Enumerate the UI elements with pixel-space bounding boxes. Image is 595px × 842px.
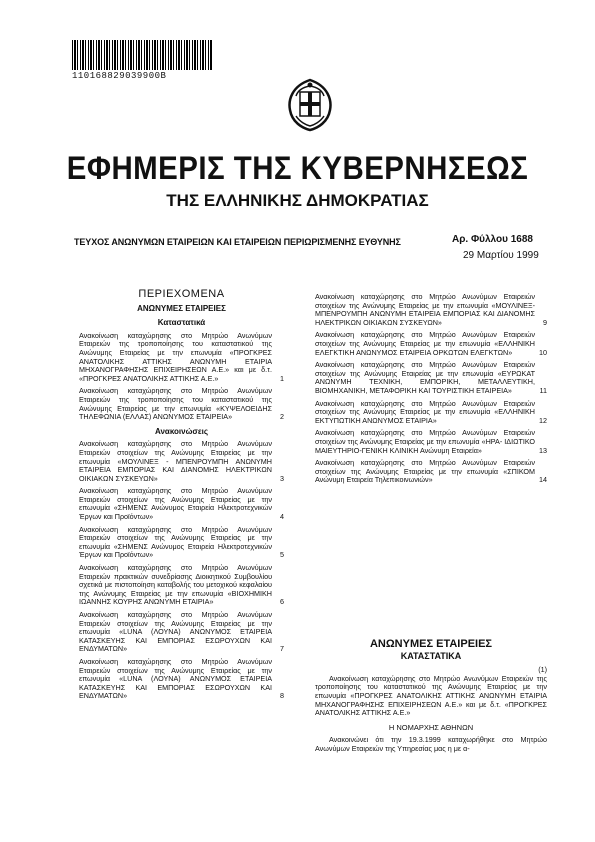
barcode — [72, 40, 212, 70]
toc-page: 9 — [543, 317, 547, 327]
body-text: Ανακοινώνει ότι την 19.3.1999 καταχωρήθηκε στο Μητρώο Ανωνύμων Εταιρειών της Υπηρεσίας μας η με α- — [315, 735, 547, 753]
toc-entry-text: Ανακοίνωση καταχώρησης στο Μητρώο Ανωνύμων Εταιρειών στοιχείων της Ανώνυμης Εταιρείας με την επωνυμία «LUNA (ΛΟΥΝΑ) ΑΝΩΝΥΜΟΣ ΕΤΑΙΡΕΙΑ ΚΑΤΑΣΚΕΥΗΣ ΚΑΙ ΕΜΠΟΡΙΑΣ ΕΣΩΡΟΥΧΩΝ ΚΑΙ ΕΝΔΥΜΑΤΩΝ» — [79, 610, 272, 654]
toc-entry[interactable] — [315, 361, 547, 395]
toc-entry-text: Ανακοίνωση καταχώρησης στο Μητρώο Ανωνύμων Εταιρειών στοιχείων της Ανώνυμης Εταιρείας με την επωνυμία «ΣΗΜΕΝΣ Ανώνυμος Εταιρεία Ηλεκτροτεχνικών Έργων και Προϊόντων» — [79, 486, 272, 522]
sheet-number: Αρ. Φύλλου 1688 — [452, 234, 533, 245]
issue-date: 29 Μαρτίου 1999 — [463, 250, 539, 261]
toc-page: 8 — [280, 691, 284, 701]
toc-entry[interactable] — [315, 459, 547, 485]
gazette-subtitle: ΤΗΣ ΕΛΛΗΝΙΚΗΣ ΔΗΜΟΚΡΑΤΙΑΣ — [166, 191, 429, 210]
contents-left-column — [79, 290, 284, 705]
gazette-title: ΕΦΗΜΕΡΙΣ ΤΗΣ ΚΥΒΕΡΝΗΣΕΩΣ — [66, 150, 529, 186]
toc-entry[interactable] — [79, 487, 284, 521]
body-section-heading: ΑΝΩΝΥΜΕΣ ΕΤΑΙΡΕΙΕΣ — [369, 638, 493, 650]
toc-page: 2 — [280, 412, 284, 422]
toc-page: 14 — [539, 475, 547, 485]
toc-page: 1 — [280, 373, 284, 383]
toc-page: 4 — [280, 512, 284, 522]
toc-entry-text: Ανακοίνωση καταχώρησης στο Μητρώο Ανωνύμων Εταιρειών στοιχείων της Ανώνυμης Εταιρείας με την επωνυμία «ΣΠΙΚΟΜ Ανώνυμη Εταιρεία Τηλεπικοινωνιών» — [315, 458, 535, 485]
toc-page: 10 — [539, 347, 547, 357]
contents-right-column — [315, 293, 547, 489]
toc-page: 5 — [280, 550, 284, 560]
toc-entry-text: Ανακοίνωση καταχώρησης στο Μητρώο Ανωνύμων Εταιρειών στοιχείων της Ανώνυμης Εταιρείας με την επωνυμία «ΕΛΛΗΝΙΚΗ ΕΛΕΓΚΤΙΚΗ ΑΝΩΝΥΜΟΣ ΕΤΑΙΡΕΙΑ ΟΡΚΩΤΩΝ ΕΛΕΓΚΤΩΝ» — [315, 330, 535, 357]
toc-entry-text: Ανακοίνωση καταχώρησης στο Μητρώο Ανωνύμων Εταιρειών στοιχείων της Ανώνυμης Εταιρείας με την επωνυμία «ΣΗΜΕΝΣ Ανώνυμος Εταιρεία Ηλεκτροτεχνικών Έργων και Προϊόντων» — [79, 524, 272, 560]
toc-page: 6 — [280, 597, 284, 607]
body-subsection-heading: ΚΑΤΑΣΤΑΤΙΚΑ — [400, 650, 462, 661]
toc-entry[interactable] — [79, 526, 284, 560]
toc-entry-text: Ανακοίνωση καταχώρησης στο Μητρώο Ανωνύμων Εταιρειών της τροποποίησης του καταστατικού της Ανώνυμης Εταιρείας με την επωνυμία «ΠΡΟΓΚΡΕΣ ΑΝΑΤΟΛΙΚΗΣ ΑΤΤΙΚΗΣ ΑΝΩΝΥΜΗ ΕΤΑΙΡΙΑ ΜΗΧΑΝΟΓΡΑΦΗΣΗΣ ΕΠΙΧΕΙΡΗΣΕΩΝ Α.Ε.» και με δ.τ. «ΠΡΟΓΚΡΕΣ ΑΝΑΤΟΛΙΚΗΣ ΑΤΤΙΚΗΣ Α.Ε.» — [79, 330, 272, 383]
body-paragraph: Ανακοίνωση καταχώρησης στο Μητρώο Ανωνύμων Εταιρειών της τροποποίησης του καταστατικού της Ανώνυμης Εταιρείας με την επωνυμία «ΠΡΟΓΚΡΕΣ ΑΝΑΤΟΛΙΚΗΣ ΑΤΤΙΚΗΣ ΑΝΩΝΥΜΗ ΕΤΑΙΡΙΑ ΜΗΧΑΝΟΓΡΑΦΗΣΗΣ ΕΠΙΧΕΙΡΗΣΕΩΝ Α.Ε.» και με δ.τ. «ΠΡΟΓΚΡΕΣ ΑΝΑΤΟΛΙΚΗΣ ΑΤΤΙΚΗΣ Α.Ε.» — [315, 673, 547, 718]
toc-page: 11 — [539, 385, 547, 395]
toc-entry[interactable] — [315, 293, 547, 327]
toc-page: 12 — [539, 415, 547, 425]
toc-entry[interactable] — [79, 564, 284, 607]
toc-entry-text: Ανακοίνωση καταχώρησης στο Μητρώο Ανωνύμων Εταιρειών πρακτικών συνεδρίασης Διοικητικού Συμβουλίου σχετικά με πιστοποίηση καταβολής του μετοχικού κεφαλαίου της Ανώνυμης Εταιρείας με την επωνυμία «ΒΙΟΧΗΜΙΚΗ ΙΩΑΝΝΗΣ ΚΟΥΡΗΣ ΑΝΩΝΥΜΗ ΕΤΑΙΡΙΑ» — [79, 563, 272, 607]
barcode-number: 110168829039900B — [72, 71, 167, 81]
toc-entry-text: Ανακοίνωση καταχώρησης στο Μητρώο Ανωνύμων Εταιρειών στοιχείων της Ανώνυμης Εταιρείας με την επωνυμία «ΕΛΛΗΝΙΚΗ ΕΚΤΥΠΩΤΙΚΗ ΑΝΩΝΥΜΟΣ ΕΤΑΙΡΙΑ» — [315, 398, 535, 425]
body-section — [315, 640, 547, 754]
greek-coat-of-arms-emblem — [282, 76, 338, 132]
toc-page: 3 — [280, 473, 284, 483]
toc-entry[interactable] — [315, 429, 547, 455]
contents-section: ΑΝΩΝΥΜΕΣ ΕΤΑΙΡΕΙΕΣ — [137, 303, 226, 313]
contents-heading: ΠΕΡΙΕΧΟΜΕΝΑ — [138, 288, 225, 300]
toc-entry-text: Ανακοίνωση καταχώρησης στο Μητρώο Ανωνύμων Εταιρειών στοιχείων της Ανώνυμης Εταιρείας με την επωνυμία «LUNA (ΛΟΥΝΑ) ΑΝΩΝΥΜΟΣ ΕΤΑΙΡΕΙΑ ΚΑΤΑΣΚΕΥΗΣ ΚΑΙ ΕΜΠΟΡΙΑΣ ΕΣΩΡΟΥΧΩΝ ΚΑΙ ΕΝΔΥΜΑΤΩΝ» — [79, 656, 272, 701]
authority-heading: Η ΝΟΜΑΡΧΗΣ ΑΘΗΝΩΝ — [388, 722, 474, 732]
toc-entry-text: Ανακοίνωση καταχώρησης στο Μητρώο Ανωνύμων Εταιρειών στοιχείων της Ανώνυμης Εταιρείας με την επωνυμία «ΜΟΥΛΙΝΕΞ - ΜΠΕΝΡΟΥΜΠΗ ΑΝΩΝΥΜΗ ΕΤΑΙΡΕΙΑ ΕΜΠΟΡΙΑΣ ΚΑΙ ΔΙΑΝΟΜΗΣ ΗΛΕΚΤΡΙΚΩΝ ΟΙΚΙΑΚΩΝ ΣΥΣΚΕΥΩΝ» — [79, 439, 272, 483]
toc-page: 7 — [280, 644, 284, 654]
toc-entry-text: Ανακοίνωση καταχώρησης στο Μητρώο Ανωνύμων Εταιρειών της τροποποίησης του καταστατικού της Ανώνυμης Εταιρείας με την επωνυμία «ΚΥΨΕΛΟΕΙΔΗΣ ΤΗΛΕΦΩΝΙΑ (ΕΛΛΑΣ) ΑΝΩΝΥΜΟΣ ΕΤΑΙΡΕΙΑ» — [79, 386, 272, 422]
toc-entry-text: Ανακοίνωση καταχώρησης στο Μητρώο Ανωνύμων Εταιρειών στοιχείων της Ανώνυμης Εταιρείας με την επωνυμία «ΜΟΥΛΙΝΕΞ-ΜΠΕΝΡΟΥΜΠΗ ΑΝΩΝΥΜΗ ΕΤΑΙΡΕΙΑ ΕΜΠΟΡΙΑΣ ΚΑΙ ΔΙΑΝΟΜΗΣ ΗΛΕΚΤΡΙΚΩΝ ΟΙΚΙΑΚΩΝ ΣΥΣΚΕΥΩΝ» — [315, 292, 535, 327]
issue-type: ΤΕΥΧΟΣ ΑΝΩΝΥΜΩΝ ΕΤΑΙΡΕΙΩΝ ΚΑΙ ΕΤΑΙΡΕΙΩΝ ΠΕΡΙΩΡΙΣΜΕΝΗΣ ΕΥΘΥΝΗΣ — [74, 237, 401, 247]
toc-entry-text: Ανακοίνωση καταχώρησης στο Μητρώο Ανωνύμων Εταιρειών στοιχείων της Ανώνυμης Εταιρείας με την επωνυμία «ΕΥΡΩΚΑΤ ΑΝΩΝΥΜΗ ΤΕΧΝΙΚΗ, ΕΜΠΟΡΙΚΗ, ΜΕΤΑΛΛΕΥΤΙΚΗ, ΒΙΟΜΗΧΑΝΙΚΗ, ΜΕΤΑΦΟΡΙΚΗ ΚΑΙ ΤΟΥΡΙΣΤΙΚΗ ΕΤΑΙΡΕΙΑ» — [315, 360, 535, 395]
toc-entry[interactable] — [315, 400, 547, 426]
toc-entry[interactable] — [315, 331, 547, 357]
item-number: (1) — [538, 665, 547, 675]
notices-heading: Ανακοινώσεις — [154, 426, 208, 436]
toc-entry[interactable] — [79, 440, 284, 483]
statutes-heading: Καταστατικά — [157, 318, 206, 328]
toc-entry[interactable] — [79, 658, 284, 701]
toc-page: 13 — [539, 445, 547, 455]
toc-entry[interactable] — [79, 611, 284, 654]
toc-entry[interactable] — [79, 387, 284, 421]
toc-entry[interactable] — [79, 332, 284, 384]
toc-entry-text: Ανακοίνωση καταχώρησης στο Μητρώο Ανωνύμων Εταιρειών στοιχείων της Ανώνυμης Εταιρείας με την επωνυμία «ΗΡΑ- ΙΔΙΩΤΙΚΟ ΜΑΙΕΥΤΗΡΙΟ-ΓΕΝΙΚΗ ΚΛΙΝΙΚΗ Ανώνυμη Εταιρεία» — [315, 428, 535, 455]
